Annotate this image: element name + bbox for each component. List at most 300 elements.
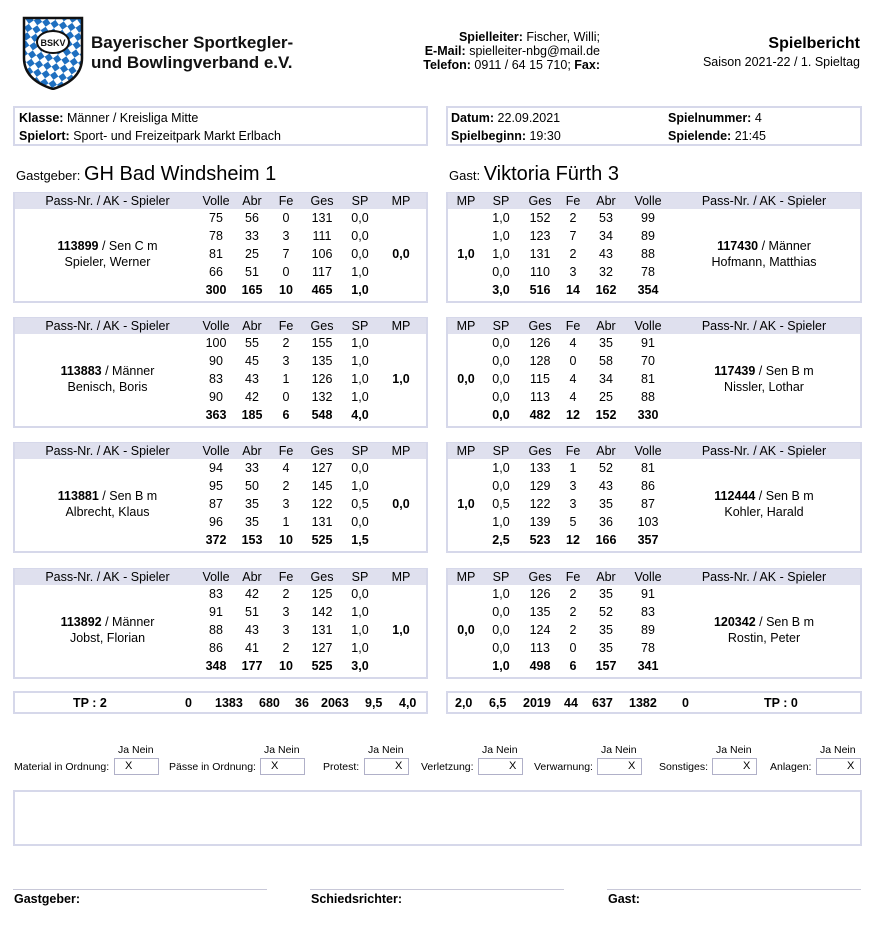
table-row xyxy=(448,334,860,352)
sum-cell: 330 xyxy=(637,408,659,422)
cell: 133 xyxy=(529,461,551,475)
cell: 1,0 xyxy=(492,461,510,475)
cell: 96 xyxy=(209,515,223,529)
col-mp: MP xyxy=(376,569,426,585)
cell: 2 xyxy=(569,587,577,601)
cell: 90 xyxy=(209,390,223,404)
cell: 3 xyxy=(569,497,577,511)
col-sp: SP xyxy=(484,193,518,209)
col-volle: Volle xyxy=(200,193,232,209)
beginn-value: 19:30 xyxy=(529,129,561,143)
cell: 86 xyxy=(209,641,223,655)
cell: 0,0 xyxy=(351,587,369,601)
yes-no-header: Ja Nein xyxy=(368,744,404,756)
sum-cell: 516 xyxy=(529,283,551,297)
cell: 94 xyxy=(209,461,223,475)
cell: 0,0 xyxy=(351,211,369,225)
cell: 122 xyxy=(311,497,333,511)
cell: 78 xyxy=(209,229,223,243)
guest-total-volle: 1382 xyxy=(629,696,657,710)
sum-cell: 525 xyxy=(311,533,333,547)
col-ges: Ges xyxy=(300,318,344,334)
cell: 35 xyxy=(245,515,259,529)
cell: 35 xyxy=(599,641,613,655)
sum-cell: 0,0 xyxy=(492,408,510,422)
guest-total-sp: 6,5 xyxy=(489,696,507,710)
col-volle: Volle xyxy=(628,569,668,585)
cell: 35 xyxy=(245,497,259,511)
cell: 25 xyxy=(599,390,613,404)
cell: 103 xyxy=(637,515,659,529)
cell: 75 xyxy=(209,211,223,225)
info-box-left xyxy=(13,106,428,146)
host-signature-line xyxy=(13,889,267,890)
col-ges: Ges xyxy=(518,193,562,209)
col-fe: Fe xyxy=(272,318,300,334)
player-name: Kohler, Harald xyxy=(724,505,804,519)
host-team-name: GH Bad Windsheim 1 xyxy=(83,163,277,185)
host-match-table xyxy=(15,318,426,424)
guest-player xyxy=(668,585,860,675)
host-match-table xyxy=(15,193,426,299)
col-abr: Abr xyxy=(232,318,272,334)
sum-cell: 153 xyxy=(241,533,263,547)
col-mp: MP xyxy=(448,318,484,334)
cell: 88 xyxy=(641,390,655,404)
col-mp: MP xyxy=(448,193,484,209)
col-sp: SP xyxy=(484,569,518,585)
cell: 126 xyxy=(529,336,551,350)
cell: 139 xyxy=(529,515,551,529)
cell: 135 xyxy=(529,605,551,619)
pass-number: 113899 xyxy=(57,239,99,253)
table-header xyxy=(448,569,860,585)
cell: 0,0 xyxy=(492,641,510,655)
sum-cell: 12 xyxy=(566,408,580,422)
sum-cell: 482 xyxy=(529,408,551,422)
cell: 0,0 xyxy=(492,336,510,350)
referee-signature-label: Schiedsrichter: xyxy=(311,892,403,906)
player-name: Spieler, Werner xyxy=(64,255,151,269)
check-mark: X xyxy=(847,760,855,772)
cell: 135 xyxy=(311,354,333,368)
cell: 2 xyxy=(569,605,577,619)
col-ges: Ges xyxy=(300,443,344,459)
cell: 99 xyxy=(641,211,655,225)
sum-cell: 1,5 xyxy=(351,533,369,547)
cell: 1,0 xyxy=(351,605,369,619)
cell: 122 xyxy=(529,497,551,511)
cell: 126 xyxy=(529,587,551,601)
cell: 131 xyxy=(529,247,551,261)
sum-cell: 2,5 xyxy=(492,533,510,547)
cell: 142 xyxy=(311,605,333,619)
col-abr: Abr xyxy=(232,443,272,459)
cell: 2 xyxy=(569,247,577,261)
col-fe: Fe xyxy=(272,443,300,459)
check-mark: X xyxy=(271,760,279,772)
sum-cell: 10 xyxy=(279,533,293,547)
cell: 0,0 xyxy=(492,354,510,368)
cell: 3 xyxy=(282,497,290,511)
check-mark: X xyxy=(743,760,751,772)
col-sp: SP xyxy=(344,193,376,209)
host-team xyxy=(16,163,276,186)
player-name: Hofmann, Matthias xyxy=(711,255,817,269)
col-sp: SP xyxy=(484,318,518,334)
cell: 4 xyxy=(569,336,577,350)
sum-cell: 6 xyxy=(569,659,577,673)
guest-signature-label: Gast: xyxy=(608,892,640,906)
cell: 43 xyxy=(599,247,613,261)
cell: 53 xyxy=(599,211,613,225)
ort-label: Spielort: xyxy=(19,129,70,143)
sum-cell: 3,0 xyxy=(492,283,510,297)
table-header xyxy=(15,443,426,459)
email-value[interactable]: spielleiter-nbg@mail.de xyxy=(469,44,600,58)
cell: 42 xyxy=(245,390,259,404)
guest-mp: 0,0 xyxy=(457,623,475,637)
age-class: / Männer xyxy=(101,615,155,629)
sum-cell: 372 xyxy=(205,533,227,547)
klasse-value: Männer / Kreisliga Mitte xyxy=(66,111,199,125)
cell: 1,0 xyxy=(492,229,510,243)
cell: 34 xyxy=(599,229,613,243)
cell: 4 xyxy=(569,372,577,386)
check-mark: X xyxy=(395,760,403,772)
ende-value: 21:45 xyxy=(734,129,766,143)
cell: 131 xyxy=(311,623,333,637)
cell: 2 xyxy=(569,623,577,637)
cell: 87 xyxy=(209,497,223,511)
check-label: Protest: xyxy=(323,761,360,773)
yes-no-header: Ja Nein xyxy=(601,744,637,756)
phone-value: 0911 / 64 15 710; xyxy=(474,58,571,72)
cell: 95 xyxy=(209,479,223,493)
check-mark: X xyxy=(628,760,636,772)
host-mp: 1,0 xyxy=(392,372,410,386)
cell: 81 xyxy=(641,461,655,475)
cell: 3 xyxy=(569,479,577,493)
host-match-table xyxy=(15,569,426,675)
cell: 36 xyxy=(599,515,613,529)
cell: 113 xyxy=(530,390,550,404)
guest-team-label: Gast: xyxy=(449,168,481,183)
cell: 91 xyxy=(641,336,655,350)
sum-cell: 341 xyxy=(637,659,659,673)
table-header xyxy=(15,318,426,334)
cell: 1 xyxy=(282,515,290,529)
cell: 35 xyxy=(599,587,613,601)
sum-cell: 3,0 xyxy=(351,659,369,673)
col-abr: Abr xyxy=(584,569,628,585)
col-player: Pass-Nr. / AK - Spieler xyxy=(668,443,860,459)
guest-team-name: Viktoria Fürth 3 xyxy=(483,163,619,185)
cell: 33 xyxy=(245,461,259,475)
cell: 1,0 xyxy=(351,390,369,404)
cell: 52 xyxy=(599,605,613,619)
leiter-label: Spielleiter: xyxy=(458,30,523,44)
check-label: Sonstiges: xyxy=(659,761,709,773)
referee-signature-line xyxy=(310,889,564,890)
guest-tp: TP : 0 xyxy=(764,696,798,710)
cell: 83 xyxy=(209,372,223,386)
col-player: Pass-Nr. / AK - Spieler xyxy=(15,443,200,459)
sum-cell: 525 xyxy=(311,659,333,673)
cell: 3 xyxy=(282,605,290,619)
cell: 7 xyxy=(282,247,290,261)
check-mark: X xyxy=(125,760,133,772)
col-player: Pass-Nr. / AK - Spieler xyxy=(15,193,200,209)
pass-number: 113881 xyxy=(57,489,99,503)
cell: 100 xyxy=(205,336,227,350)
host-total-sp: 9,5 xyxy=(365,696,383,710)
guest-player xyxy=(668,459,860,549)
cell: 0 xyxy=(282,211,290,225)
cell: 35 xyxy=(599,336,613,350)
cell: 43 xyxy=(599,479,613,493)
cell: 0 xyxy=(569,641,577,655)
cell: 115 xyxy=(530,372,550,386)
cell: 1,0 xyxy=(351,372,369,386)
player-name: Nissler, Lothar xyxy=(724,380,804,394)
cell: 1,0 xyxy=(492,247,510,261)
check-label: Material in Ordnung: xyxy=(14,761,110,773)
check-label: Anlagen: xyxy=(770,761,812,773)
cell: 3 xyxy=(569,265,577,279)
email-label: E-Mail: xyxy=(424,44,466,58)
player-name: Rostin, Peter xyxy=(727,631,801,645)
cell: 152 xyxy=(529,211,551,225)
guest-match-table xyxy=(448,569,860,675)
cell: 2 xyxy=(282,479,290,493)
cell: 0,0 xyxy=(351,247,369,261)
col-abr: Abr xyxy=(232,569,272,585)
ort-value: Sport- und Freizeitpark Markt Erlbach xyxy=(73,129,281,143)
org-name xyxy=(91,33,293,73)
sum-cell: 10 xyxy=(279,659,293,673)
age-class: / Sen B m xyxy=(755,489,814,503)
cell: 4 xyxy=(282,461,290,475)
cell: 86 xyxy=(641,479,655,493)
cell: 51 xyxy=(245,605,259,619)
cell: 125 xyxy=(311,587,333,601)
cell: 1,0 xyxy=(351,354,369,368)
check-label: Verwarnung: xyxy=(534,761,593,773)
cell: 91 xyxy=(641,587,655,601)
cell: 0,5 xyxy=(351,497,369,511)
pass-number: 113892 xyxy=(60,615,102,629)
check-label: Verletzung: xyxy=(421,761,474,773)
cell: 132 xyxy=(311,390,333,404)
cell: 145 xyxy=(311,479,333,493)
host-player xyxy=(15,209,200,299)
contact-block xyxy=(380,30,600,72)
col-fe: Fe xyxy=(562,318,584,334)
cell: 33 xyxy=(245,229,259,243)
bskv-logo xyxy=(22,14,84,90)
host-signature-label: Gastgeber: xyxy=(14,892,80,906)
cell: 1,0 xyxy=(351,641,369,655)
cell: 35 xyxy=(599,497,613,511)
age-class: / Sen B m xyxy=(755,364,814,378)
guest-mp: 1,0 xyxy=(457,497,475,511)
host-total-fe: 36 xyxy=(295,696,309,710)
cell: 2 xyxy=(282,587,290,601)
guest-team xyxy=(449,163,619,186)
guest-match-table xyxy=(448,443,860,549)
check-box[interactable] xyxy=(597,758,642,775)
cell: 42 xyxy=(245,587,259,601)
table-row xyxy=(15,585,426,603)
beginn-label: Spielbeginn: xyxy=(451,129,526,143)
season: Saison 2021-22 / 1. Spieltag xyxy=(702,55,860,69)
cell: 2 xyxy=(569,211,577,225)
col-ges: Ges xyxy=(300,193,344,209)
cell: 1 xyxy=(282,372,290,386)
cell: 43 xyxy=(245,623,259,637)
table-row xyxy=(15,209,426,227)
table-header xyxy=(448,318,860,334)
col-mp: MP xyxy=(448,443,484,459)
table-row xyxy=(448,585,860,603)
cell: 51 xyxy=(245,265,259,279)
check-box[interactable] xyxy=(260,758,305,775)
check-box[interactable] xyxy=(364,758,409,775)
cell: 117 xyxy=(312,265,332,279)
col-ges: Ges xyxy=(518,443,562,459)
pass-number: 113883 xyxy=(60,364,102,378)
cell: 0,0 xyxy=(351,461,369,475)
cell: 127 xyxy=(311,461,333,475)
check-box[interactable] xyxy=(114,758,159,775)
yes-no-header: Ja Nein xyxy=(264,744,300,756)
cell: 4 xyxy=(569,390,577,404)
col-sp: SP xyxy=(344,569,376,585)
col-sp: SP xyxy=(344,443,376,459)
col-abr: Abr xyxy=(584,318,628,334)
cell: 5 xyxy=(569,515,577,529)
age-class: / Männer xyxy=(758,239,811,253)
cell: 90 xyxy=(209,354,223,368)
cell: 2 xyxy=(282,336,290,350)
cell: 129 xyxy=(529,479,551,493)
cell: 88 xyxy=(641,247,655,261)
guest-total-fe: 44 xyxy=(564,696,578,710)
cell: 106 xyxy=(311,247,333,261)
col-ges: Ges xyxy=(518,569,562,585)
check-box[interactable] xyxy=(478,758,523,775)
cell: 83 xyxy=(641,605,655,619)
cell: 78 xyxy=(641,641,655,655)
cell: 89 xyxy=(641,229,655,243)
col-ges: Ges xyxy=(518,318,562,334)
col-fe: Fe xyxy=(562,193,584,209)
sum-cell: 498 xyxy=(529,659,551,673)
sum-cell: 300 xyxy=(205,283,227,297)
cell: 1,0 xyxy=(492,587,510,601)
notes-box[interactable] xyxy=(13,790,862,846)
cell: 0,0 xyxy=(492,390,510,404)
sum-cell: 465 xyxy=(311,283,333,297)
cell: 0,0 xyxy=(492,265,510,279)
guest-total-x: 0 xyxy=(682,696,689,710)
ende-label: Spielende: xyxy=(668,129,732,143)
guest-totals xyxy=(446,691,862,714)
age-class: / Sen B m xyxy=(755,615,815,629)
age-class: / Sen C m xyxy=(98,239,158,253)
host-match-table xyxy=(15,443,426,549)
table-header xyxy=(448,443,860,459)
host-total-abr: 680 xyxy=(259,696,280,710)
age-class: / Männer xyxy=(101,364,155,378)
cell: 131 xyxy=(311,211,333,225)
cell: 0 xyxy=(282,390,290,404)
cell: 32 xyxy=(599,265,613,279)
org-line1: Bayerischer Sportkegler- xyxy=(91,33,294,52)
sum-cell: 363 xyxy=(205,408,227,422)
cell: 127 xyxy=(311,641,333,655)
cell: 155 xyxy=(311,336,333,350)
cell: 1,0 xyxy=(492,515,510,529)
col-volle: Volle xyxy=(628,443,668,459)
pass-number: 117430 xyxy=(717,239,759,253)
cell: 58 xyxy=(599,354,613,368)
table-row xyxy=(15,334,426,352)
yes-no-header: Ja Nein xyxy=(118,744,154,756)
col-sp: SP xyxy=(484,443,518,459)
host-team-label: Gastgeber: xyxy=(16,168,81,183)
cell: 1,0 xyxy=(492,211,510,225)
cell: 55 xyxy=(245,336,259,350)
check-box[interactable] xyxy=(816,758,861,775)
cell: 2 xyxy=(282,641,290,655)
sum-cell: 1,0 xyxy=(351,283,369,297)
sum-cell: 1,0 xyxy=(492,659,510,673)
host-totals xyxy=(13,691,428,714)
guest-mp: 1,0 xyxy=(457,247,475,261)
cell: 3 xyxy=(282,354,290,368)
guest-total-mp: 2,0 xyxy=(455,696,473,710)
cell: 89 xyxy=(641,623,655,637)
nummer-label: Spielnummer: xyxy=(668,111,752,125)
table-row xyxy=(448,459,860,477)
cell: 3 xyxy=(282,229,290,243)
table-header xyxy=(15,569,426,585)
host-mp: 0,0 xyxy=(392,497,410,511)
guest-match-table xyxy=(448,318,860,424)
nummer-value: 4 xyxy=(754,111,762,125)
cell: 91 xyxy=(209,605,223,619)
col-fe: Fe xyxy=(272,569,300,585)
sum-cell: 348 xyxy=(205,659,227,673)
guest-player xyxy=(668,334,860,424)
host-mp: 0,0 xyxy=(392,247,410,261)
cell: 1 xyxy=(569,461,577,475)
datum-label: Datum: xyxy=(451,111,495,125)
cell: 1,0 xyxy=(351,265,369,279)
cell: 52 xyxy=(599,461,613,475)
guest-player xyxy=(668,209,860,299)
sum-cell: 177 xyxy=(241,659,263,673)
table-header xyxy=(448,193,860,209)
yes-no-header: Ja Nein xyxy=(482,744,518,756)
cell: 41 xyxy=(245,641,259,655)
cell: 81 xyxy=(641,372,655,386)
cell: 7 xyxy=(569,229,577,243)
check-box[interactable] xyxy=(712,758,757,775)
cell: 50 xyxy=(245,479,259,493)
